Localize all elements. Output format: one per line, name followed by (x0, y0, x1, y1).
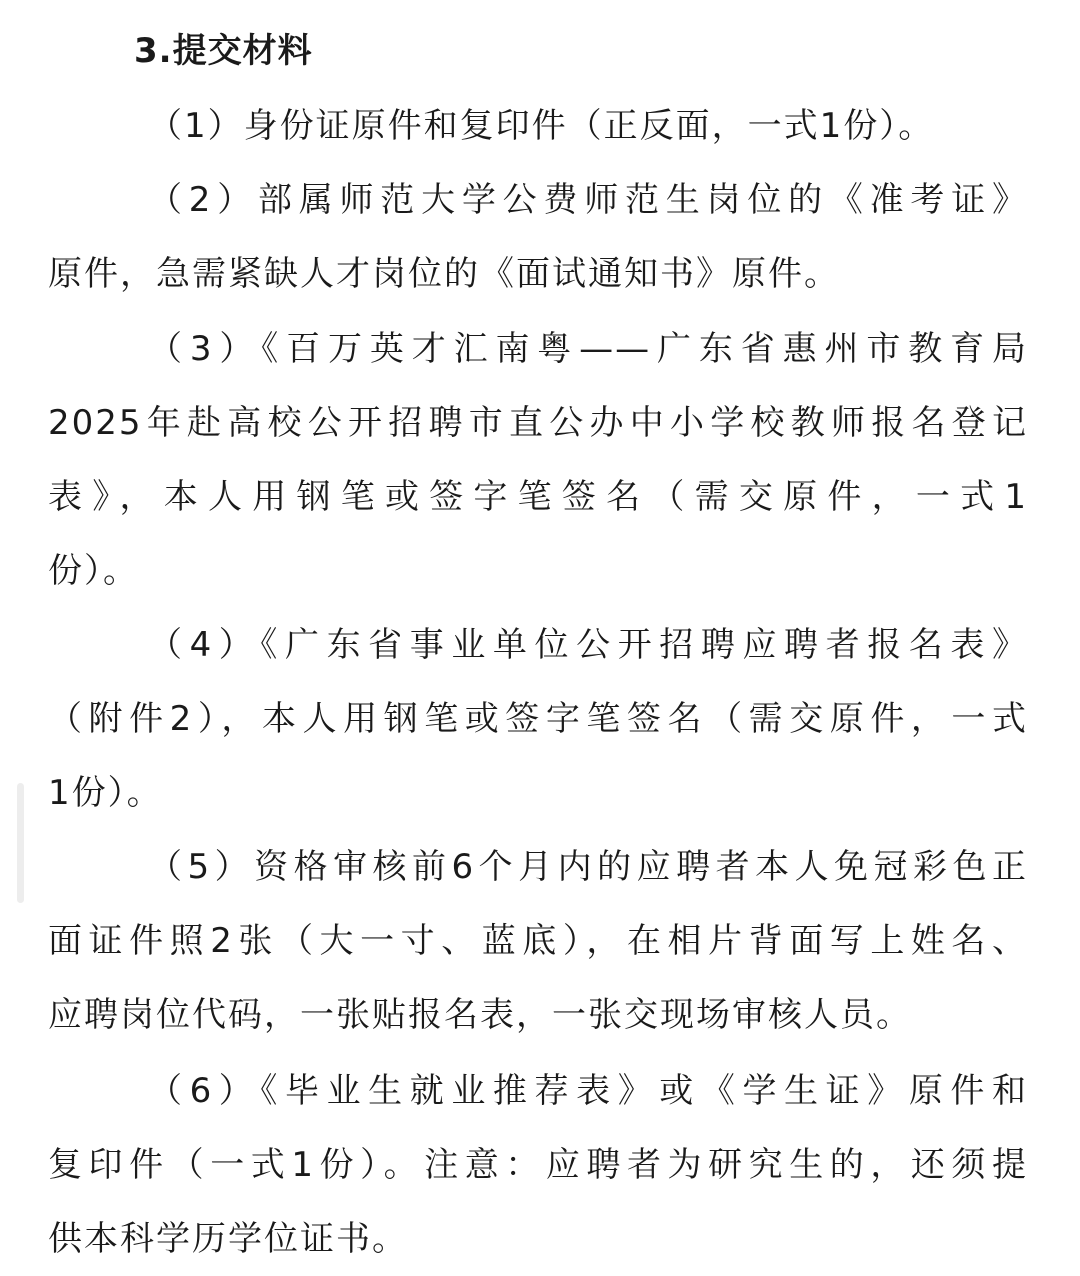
paragraph-line: 1份）。 (48, 773, 163, 813)
paragraph-line: 2025年赴高校公开招聘市直公办中小学校教师报名登记 (48, 403, 1028, 443)
paragraph-line: 应聘岗位代码，一张贴报名表，一张交现场审核人员。 (48, 995, 912, 1035)
paragraph-line: 供本科学历学位证书。 (48, 1219, 408, 1259)
paragraph-line: （3）《百万英才汇南粤——广东省惠州市教育局 (148, 329, 1028, 369)
item-3-paragraph (48, 312, 1028, 608)
item-2-paragraph (48, 163, 1028, 311)
paragraph-line: 原件，急需紧缺人才岗位的《面试通知书》原件。 (48, 254, 840, 294)
paragraph-line: （6）《毕业生就业推荐表》或《学生证》原件和 (148, 1071, 1028, 1111)
paragraph-line: 复印件（一式1份）。注意：应聘者为研究生的，还须提 (48, 1145, 1028, 1185)
section-heading: 3.提交材料 (134, 31, 313, 71)
paragraph-line: （1）身份证原件和复印件（正反面，一式1份）。 (148, 106, 935, 146)
paragraph-line: （2）部属师范大学公费师范生岗位的《准考证》 (148, 180, 1028, 220)
paragraph-line: （5）资格审核前6个月内的应聘者本人免冠彩色正 (148, 847, 1028, 887)
paragraph-line: 表》，本人用钢笔或签字笔签名（需交原件，一式1 (48, 477, 1028, 517)
paragraph-line: 面证件照2张（大一寸、蓝底），在相片背面写上姓名、 (48, 921, 1028, 961)
item-6-paragraph (48, 1054, 1028, 1276)
item-1-paragraph (48, 89, 1028, 163)
scroll-indicator[interactable] (17, 783, 24, 903)
paragraph-line: （附件2），本人用钢笔或签字笔签名（需交原件，一式 (48, 699, 1028, 739)
item-4-paragraph (48, 608, 1028, 830)
paragraph-line: （4）《广东省事业单位公开招聘应聘者报名表》 (148, 625, 1028, 665)
item-5-paragraph (48, 830, 1028, 1052)
paragraph-line: 份）。 (48, 551, 139, 591)
